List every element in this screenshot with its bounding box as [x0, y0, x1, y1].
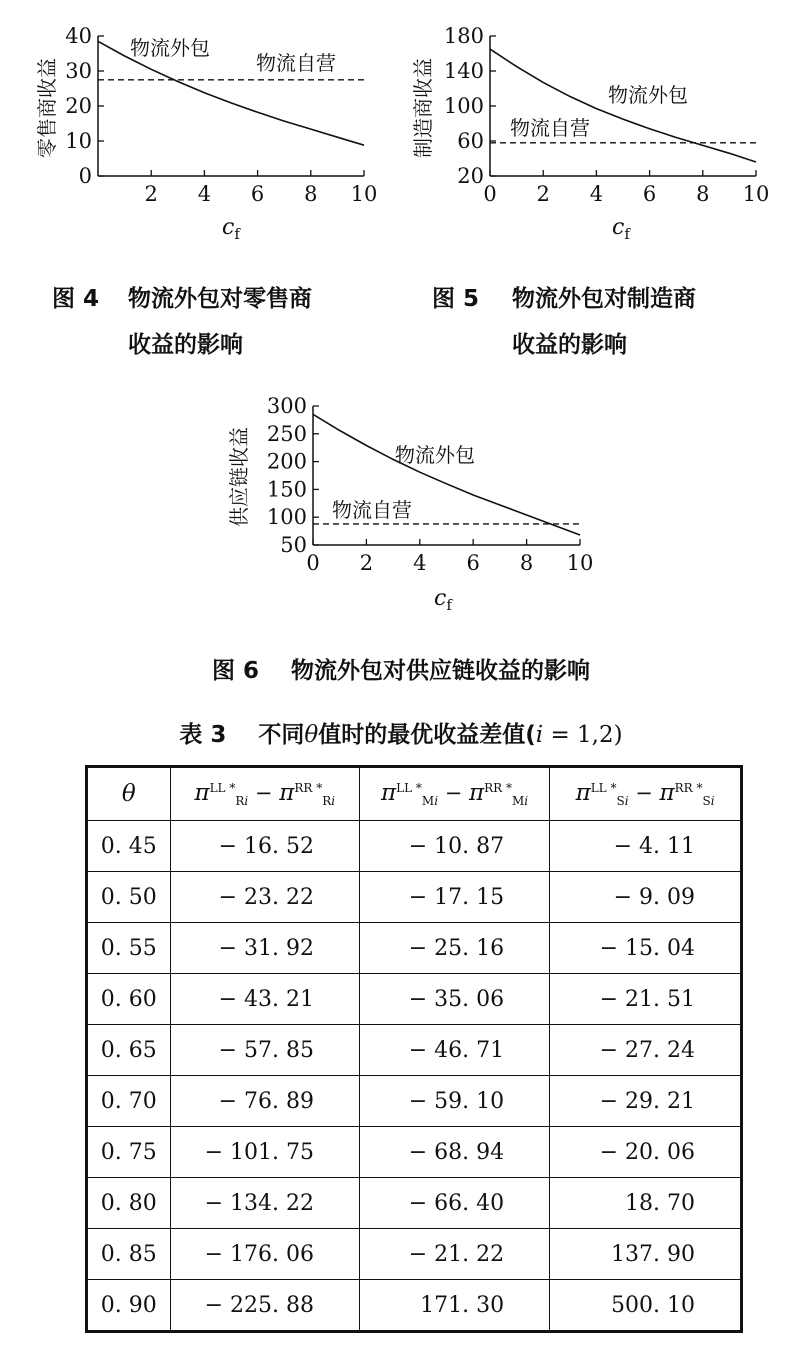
fig4-ytick-label: 30	[65, 59, 92, 83]
cell-supply-chain-diff: − 9. 09	[550, 872, 742, 923]
figure-6-caption-text: 物流外包对供应链收益的影响	[291, 658, 591, 684]
table-3-title	[0, 716, 802, 749]
cell-retailer-diff: − 57. 85	[170, 1025, 359, 1076]
fig6-xtick-label: 6	[466, 551, 480, 575]
fig4-ytick-label: 10	[65, 129, 92, 153]
cell-retailer-diff: − 43. 21	[170, 974, 359, 1025]
fig4-ytick-label: 20	[65, 94, 92, 118]
fig5-xtick-label: 6	[642, 182, 657, 206]
cell-supply-chain-diff: − 4. 11	[550, 821, 742, 872]
fig4-xtick-label: 6	[250, 182, 265, 206]
table-row	[87, 1178, 742, 1229]
fig4-ylabel: 零售商收益	[35, 58, 59, 158]
cell-retailer-diff: − 31. 92	[170, 923, 359, 974]
table-header-row	[87, 767, 742, 821]
table-3-title-theta: θ	[304, 722, 319, 748]
fig6-ylabel: 供应链收益	[227, 427, 251, 527]
cell-manufacturer-diff: − 68. 94	[360, 1127, 550, 1178]
cell-retailer-diff: − 101. 75	[170, 1127, 359, 1178]
cell-supply-chain-diff: 500. 10	[550, 1280, 742, 1332]
cell-manufacturer-diff: − 10. 87	[360, 821, 550, 872]
cell-supply-chain-diff: − 27. 24	[550, 1025, 742, 1076]
figure-4-retailer-revenue-chart	[0, 0, 400, 262]
cell-supply-chain-diff: 18. 70	[550, 1178, 742, 1229]
fig5-xlabel: $c_f$	[612, 215, 630, 243]
fig6-xtick-label: 10	[566, 551, 594, 575]
cell-theta: 0. 80	[87, 1178, 171, 1229]
fig6-ytick-label: 150	[266, 477, 307, 502]
fig6-ytick-label: 250	[266, 421, 307, 446]
figure-6-caption-number: 图 6	[211, 658, 259, 684]
table-row	[87, 1229, 742, 1280]
fig6-annotation-outsource: 物流外包	[395, 443, 475, 467]
fig5-xtick-label: 8	[696, 182, 710, 206]
fig4-ytick-label: 0	[78, 164, 92, 188]
fig5-ytick-label: 140	[443, 59, 484, 83]
table-row	[87, 821, 742, 872]
cell-manufacturer-diff: 171. 30	[360, 1280, 550, 1332]
cell-manufacturer-diff: − 25. 16	[360, 923, 550, 974]
cell-supply-chain-diff: 137. 90	[550, 1229, 742, 1280]
fig6-xtick-label: 2	[359, 551, 374, 575]
cell-manufacturer-diff: − 17. 15	[360, 872, 550, 923]
figure-4-caption-line2: 收益的影响	[128, 332, 243, 358]
table-3-title-i: i	[535, 722, 544, 748]
fig6-ytick-label: 200	[266, 449, 307, 474]
fig4-xtick-label: 2	[144, 182, 158, 206]
table-row	[87, 974, 742, 1025]
figure-5-manufacturer-revenue-chart	[400, 0, 802, 262]
fig4-xtick-label: 4	[197, 182, 212, 206]
table-row	[87, 923, 742, 974]
cell-supply-chain-diff: − 15. 04	[550, 923, 742, 974]
cell-theta: 0. 60	[87, 974, 171, 1025]
cell-supply-chain-diff: − 20. 06	[550, 1127, 742, 1178]
cell-manufacturer-diff: − 35. 06	[360, 974, 550, 1025]
fig6-xtick-label: 4	[413, 551, 427, 575]
cell-theta: 0. 55	[87, 923, 171, 974]
cell-retailer-diff: − 23. 22	[170, 872, 359, 923]
cell-manufacturer-diff: − 21. 22	[360, 1229, 550, 1280]
cell-theta: 0. 50	[87, 872, 171, 923]
table-3-title-end: = 1,2)	[543, 722, 623, 748]
fig4-annotation-outsource: 物流外包	[130, 36, 210, 60]
fig5-xtick-label: 2	[536, 182, 550, 206]
fig5-xtick-label: 4	[589, 182, 604, 206]
fig5-ytick-label: 60	[457, 129, 484, 153]
cell-retailer-diff: − 76. 89	[170, 1076, 359, 1127]
cell-supply-chain-diff: − 21. 51	[550, 974, 742, 1025]
cell-retailer-diff: − 176. 06	[170, 1229, 359, 1280]
table-3-optimal-revenue-difference	[85, 765, 743, 1333]
header-retailer-diff: $\pi^{LL *}_{Ri} - \pi^{RR *}_{Ri}$	[170, 767, 359, 821]
figure-6-supply-chain-revenue-chart	[200, 390, 620, 620]
cell-theta: 0. 45	[87, 821, 171, 872]
fig4-annotation-self: 物流自营	[256, 51, 336, 75]
fig5-ytick-label: 180	[443, 24, 484, 48]
cell-theta: 0. 75	[87, 1127, 171, 1178]
figure-5-caption-line1: 物流外包对制造商	[512, 286, 696, 312]
fig5-xtick-label: 10	[742, 182, 770, 206]
fig5-ylabel: 制造商收益	[411, 58, 435, 158]
cell-theta: 0. 65	[87, 1025, 171, 1076]
fig5-ytick-label: 100	[443, 94, 484, 118]
cell-manufacturer-diff: − 46. 71	[360, 1025, 550, 1076]
cell-theta: 0. 90	[87, 1280, 171, 1332]
cell-supply-chain-diff: − 29. 21	[550, 1076, 742, 1127]
figure-4-caption-number: 图 4	[52, 286, 100, 312]
header-manufacturer-diff: $\pi^{LL *}_{Mi} - \pi^{RR *}_{Mi}$	[360, 767, 550, 821]
table-row	[87, 1025, 742, 1076]
figure-5-caption	[432, 276, 696, 368]
fig4-xlabel: $c_f$	[222, 215, 240, 243]
figure-6-caption	[0, 648, 802, 694]
fig6-ytick-label: 300	[266, 394, 307, 418]
cell-manufacturer-diff: − 66. 40	[360, 1178, 550, 1229]
table-3-title-post: 值时的最优收益差值(	[318, 722, 536, 748]
cell-retailer-diff: − 225. 88	[170, 1280, 359, 1332]
fig6-annotation-self: 物流自营	[332, 498, 412, 522]
table-3-number: 表 3	[179, 722, 227, 748]
fig5-xtick-label: 0	[483, 182, 497, 206]
fig5-annotation-outsource: 物流外包	[608, 83, 688, 107]
fig4-xtick-label: 10	[350, 182, 378, 206]
cell-manufacturer-diff: − 59. 10	[360, 1076, 550, 1127]
fig4-ytick-label: 40	[65, 24, 92, 48]
cell-retailer-diff: − 16. 52	[170, 821, 359, 872]
header-supply-chain-diff: $\pi^{LL *}_{Si} - \pi^{RR *}_{Si}$	[550, 767, 742, 821]
fig6-ytick-label: 50	[280, 533, 307, 557]
fig4-xtick-label: 8	[304, 182, 318, 206]
fig6-xlabel: $c_f$	[434, 586, 452, 614]
cell-theta: 0. 85	[87, 1229, 171, 1280]
header-theta: θ	[87, 767, 171, 821]
table-row	[87, 1127, 742, 1178]
figure-5-caption-number: 图 5	[432, 286, 480, 312]
fig5-ytick-label: 20	[457, 164, 484, 188]
fig5-annotation-self: 物流自营	[510, 116, 590, 140]
figure-5-caption-line2: 收益的影响	[512, 332, 627, 358]
table-row	[87, 872, 742, 923]
fig6-xtick-label: 0	[306, 551, 320, 575]
cell-theta: 0. 70	[87, 1076, 171, 1127]
fig6-ytick-label: 100	[266, 505, 307, 530]
figure-4-caption	[52, 276, 312, 368]
figure-4-caption-line1: 物流外包对零售商	[128, 286, 312, 312]
table-row	[87, 1280, 742, 1332]
table-3-title-pre: 不同	[258, 722, 305, 748]
fig6-xtick-label: 8	[519, 551, 534, 575]
cell-retailer-diff: − 134. 22	[170, 1178, 359, 1229]
table-row	[87, 1076, 742, 1127]
